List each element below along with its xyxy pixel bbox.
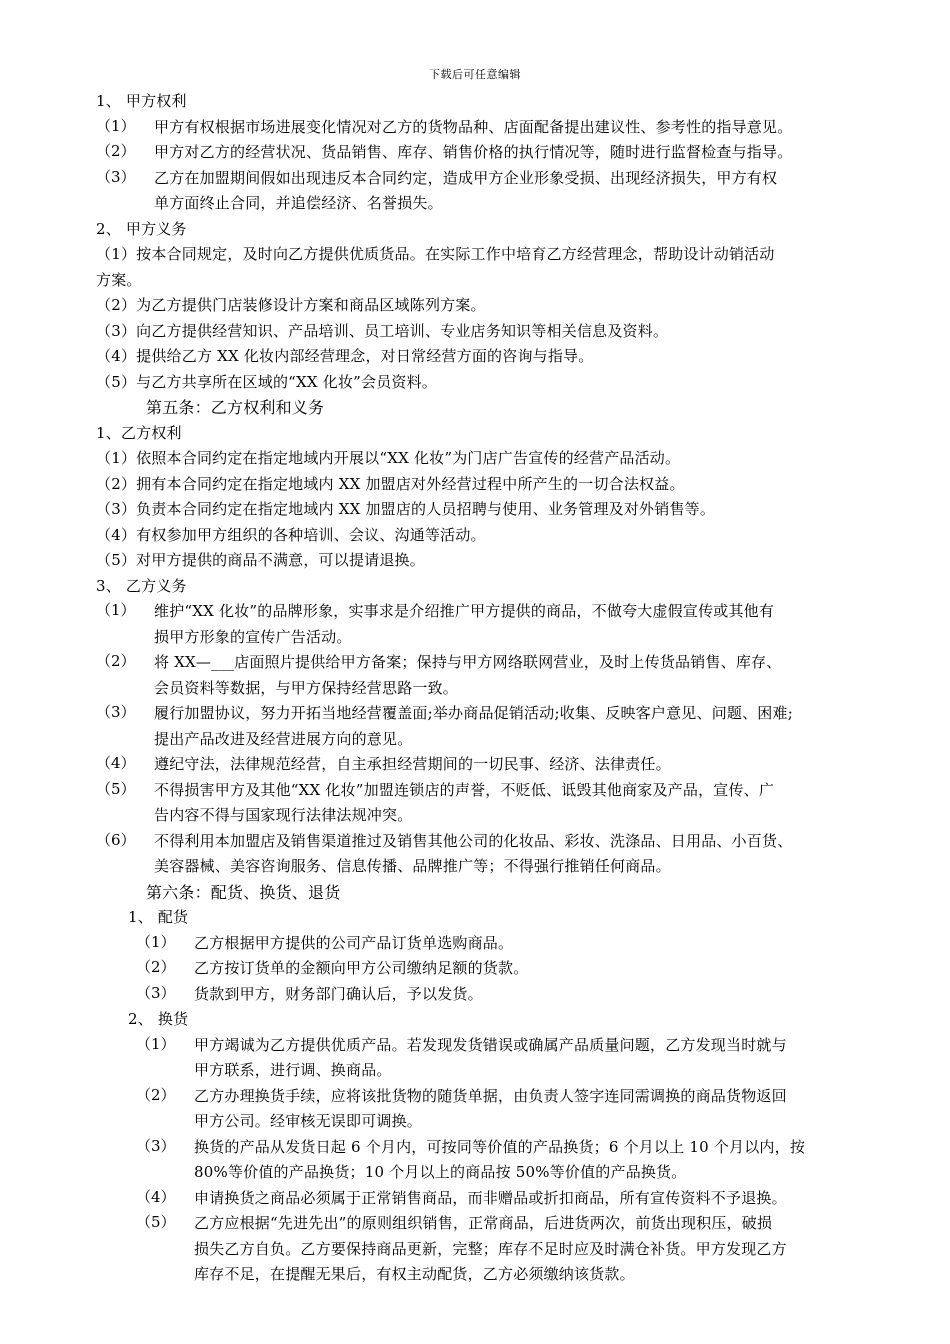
item-text: 乙方应根据“先进先出”的原则组织销售，正常商品，后进货两次，前货出现积压，破损 (194, 1214, 773, 1232)
item-text: 美容器械、美容咨询服务、信息传播、品牌推广等；不得强行推销任何商品。 (154, 857, 671, 875)
item-text: 提出产品改进及经营进展方向的意见。 (154, 729, 413, 748)
list-item (96, 1084, 876, 1135)
article-five-title: 第五条：乙方权利和义务 (146, 398, 325, 417)
heading-party-b-rights: 1、乙方权利 (96, 423, 182, 442)
item-number: （5） (136, 1213, 176, 1231)
item-number: （1） (136, 932, 176, 951)
item-number: （2） (136, 1085, 176, 1104)
item-number: （4） (96, 754, 136, 772)
item-text: 单方面终止合同，并追偿经济、名誉损失。 (154, 194, 443, 212)
paragraph-line: （3）负责本合同约定在指定地域内 XX 加盟店的人员招聘与使用、业务管理及对外销售等。 (96, 500, 716, 518)
item-text: 甲方竭诚为乙方提供优质产品。若发现发货错误或确属产品质量问题，乙方发现当时就与 (194, 1035, 787, 1054)
item-text: 维护“XX 化妆”的品牌形象，实事求是介绍推广甲方提供的商品，不做夸大虚假宣传或其他有 (154, 602, 775, 620)
item-text: 不得利用本加盟店及销售渠道推过及销售其他公司的化妆品、彩妆、洗涤品、日用品、小百货、 (154, 831, 793, 850)
item-text: 乙方按订货单的金额向甲方公司缴纳足额的货款。 (194, 959, 529, 977)
list-item (96, 140, 876, 166)
paragraph-line: （4）提供给乙方 XX 化妆内部经营理念，对日常经营方面的咨询与指导。 (96, 347, 594, 365)
item-text: 80%等价值的产品换货；10 个月以上的商品按 50%等价值的产品换货。 (194, 1163, 687, 1181)
item-number: （3） (96, 167, 136, 186)
item-text: 申请换货之商品必须属于正常销售商品，而非赠品或折扣商品，所有宣传资料不予退换。 (194, 1188, 787, 1207)
heading-party-a-rights: 1、 甲方权利 (96, 92, 187, 110)
list-item (96, 166, 876, 217)
item-text: 乙方在加盟期间假如出现违反本合同约定，造成甲方企业形象受损、出现经济损失，甲方有权 (154, 168, 778, 187)
list-item (96, 650, 876, 701)
list-item (96, 1186, 876, 1212)
item-number: （2） (96, 142, 136, 160)
item-text: 甲方公司。经审核无误即可调换。 (194, 1112, 423, 1130)
item-text: 告内容不得与国家现行法律法规冲突。 (154, 806, 413, 824)
list-item (96, 599, 876, 650)
page-header: 下载后可任意编辑 (429, 68, 521, 81)
document-body (96, 89, 876, 1288)
heading-party-a-duties: 2、 甲方义务 (96, 219, 187, 238)
paragraph-line: （2）拥有本合同约定在指定地域内 XX 加盟店对外经营过程中所产生的一切合法权益。 (96, 474, 685, 493)
item-text: 库存不足，在提醒无果后，有权主动配货，乙方必须缴纳该货款。 (194, 1265, 635, 1283)
paragraph-line: （5）对甲方提供的商品不满意，可以提请退换。 (96, 551, 425, 569)
list-item (96, 829, 876, 880)
item-text: 损甲方形象的宣传广告活动。 (154, 627, 352, 646)
item-text: 货款到甲方，财务部门确认后，予以发货。 (194, 984, 483, 1003)
item-number: （6） (96, 830, 136, 849)
item-text: 损失乙方自负。乙方要保持商品更新，完整；库存不足时应及时满仓补货。甲方发现乙方 (194, 1239, 787, 1258)
item-number: （4） (136, 1187, 176, 1206)
heading-party-b-duties: 3、 乙方义务 (96, 576, 187, 595)
heading-supply: 1、 配货 (128, 908, 189, 926)
paragraph-line: （3）向乙方提供经营知识、产品培训、员工培训、专业店务知识等相关信息及资料。 (96, 321, 669, 340)
item-text: 履行加盟协议，努力开拓当地经营覆盖面;举办商品促销活动;收集、反映客户意见、问题、困难; (154, 704, 793, 722)
item-text: 会员资料等数据，与甲方保持经营思路一致。 (154, 678, 459, 697)
list-item (96, 752, 876, 778)
paragraph-line: 方案。 (96, 270, 142, 289)
item-number: （1） (136, 1034, 176, 1053)
item-text: 甲方有权根据市场进展变化情况对乙方的货物品种、店面配备提出建议性、参考性的指导意见。 (154, 117, 793, 136)
item-number: （5） (96, 779, 136, 798)
list-item (96, 778, 876, 829)
item-number: （3） (136, 1136, 176, 1155)
list-item (96, 1211, 876, 1288)
item-text: 乙方办理换货手续，应将该批货物的随货单据，由负责人签字连同需调换的商品货物返回 (194, 1086, 787, 1105)
item-text: 遵纪守法，法律规范经营，自主承担经营期间的一切民事、经济、法律责任。 (154, 755, 671, 773)
item-number: （2） (96, 652, 136, 670)
list-item (96, 931, 876, 957)
list-item (96, 1135, 876, 1186)
list-item (96, 115, 876, 141)
item-text: 不得损害甲方及其他“XX 化妆”加盟连锁店的声誉，不贬低、诋毁其他商家及产品，宣传、广 (154, 780, 775, 799)
paragraph-line: （1）依照本合同约定在指定地域内开展以“XX 化妆”为门店广告宣传的经营产品活动。 (96, 449, 681, 467)
section-six (96, 905, 876, 1288)
item-number: （3） (136, 983, 176, 1002)
list-item (96, 982, 876, 1008)
item-number: （2） (136, 958, 176, 976)
item-text: 将 XX—___店面照片提供给甲方备案；保持与甲方网络联网营业，及时上传货品销售、库存、 (154, 653, 782, 671)
item-text: 乙方根据甲方提供的公司产品订货单选购商品。 (194, 933, 514, 952)
list-item (96, 956, 876, 982)
item-text: 甲方对乙方的经营状况、货品销售、库存、销售价格的执行情况等，随时进行监督检查与指导。 (154, 143, 793, 161)
paragraph-line: （5）与乙方共享所在区域的“XX 化妆”会员资料。 (96, 372, 438, 391)
article-six-title: 第六条：配货、换货、退货 (146, 882, 341, 902)
item-text: 换货的产品从发货日起 6 个月内，可按同等价值的产品换货；6 个月以上 10 个月以内，按 (194, 1137, 806, 1156)
item-number: （1） (96, 116, 136, 135)
item-text: 甲方联系，进行调、换商品。 (194, 1061, 392, 1079)
paragraph-line: （4）有权参加甲方组织的各种培训、会议、沟通等活动。 (96, 525, 486, 544)
item-number: （3） (96, 703, 136, 721)
paragraph-line: （1）按本合同规定，及时向乙方提供优质货品。在实际工作中培育乙方经营理念，帮助设计动销活动 (96, 245, 775, 263)
paragraph-line: （2）为乙方提供门店装修设计方案和商品区域陈列方案。 (96, 296, 486, 314)
list-item (96, 701, 876, 752)
list-item (96, 1033, 876, 1084)
item-number: （1） (96, 601, 136, 619)
heading-exchange: 2、 换货 (128, 1010, 189, 1028)
